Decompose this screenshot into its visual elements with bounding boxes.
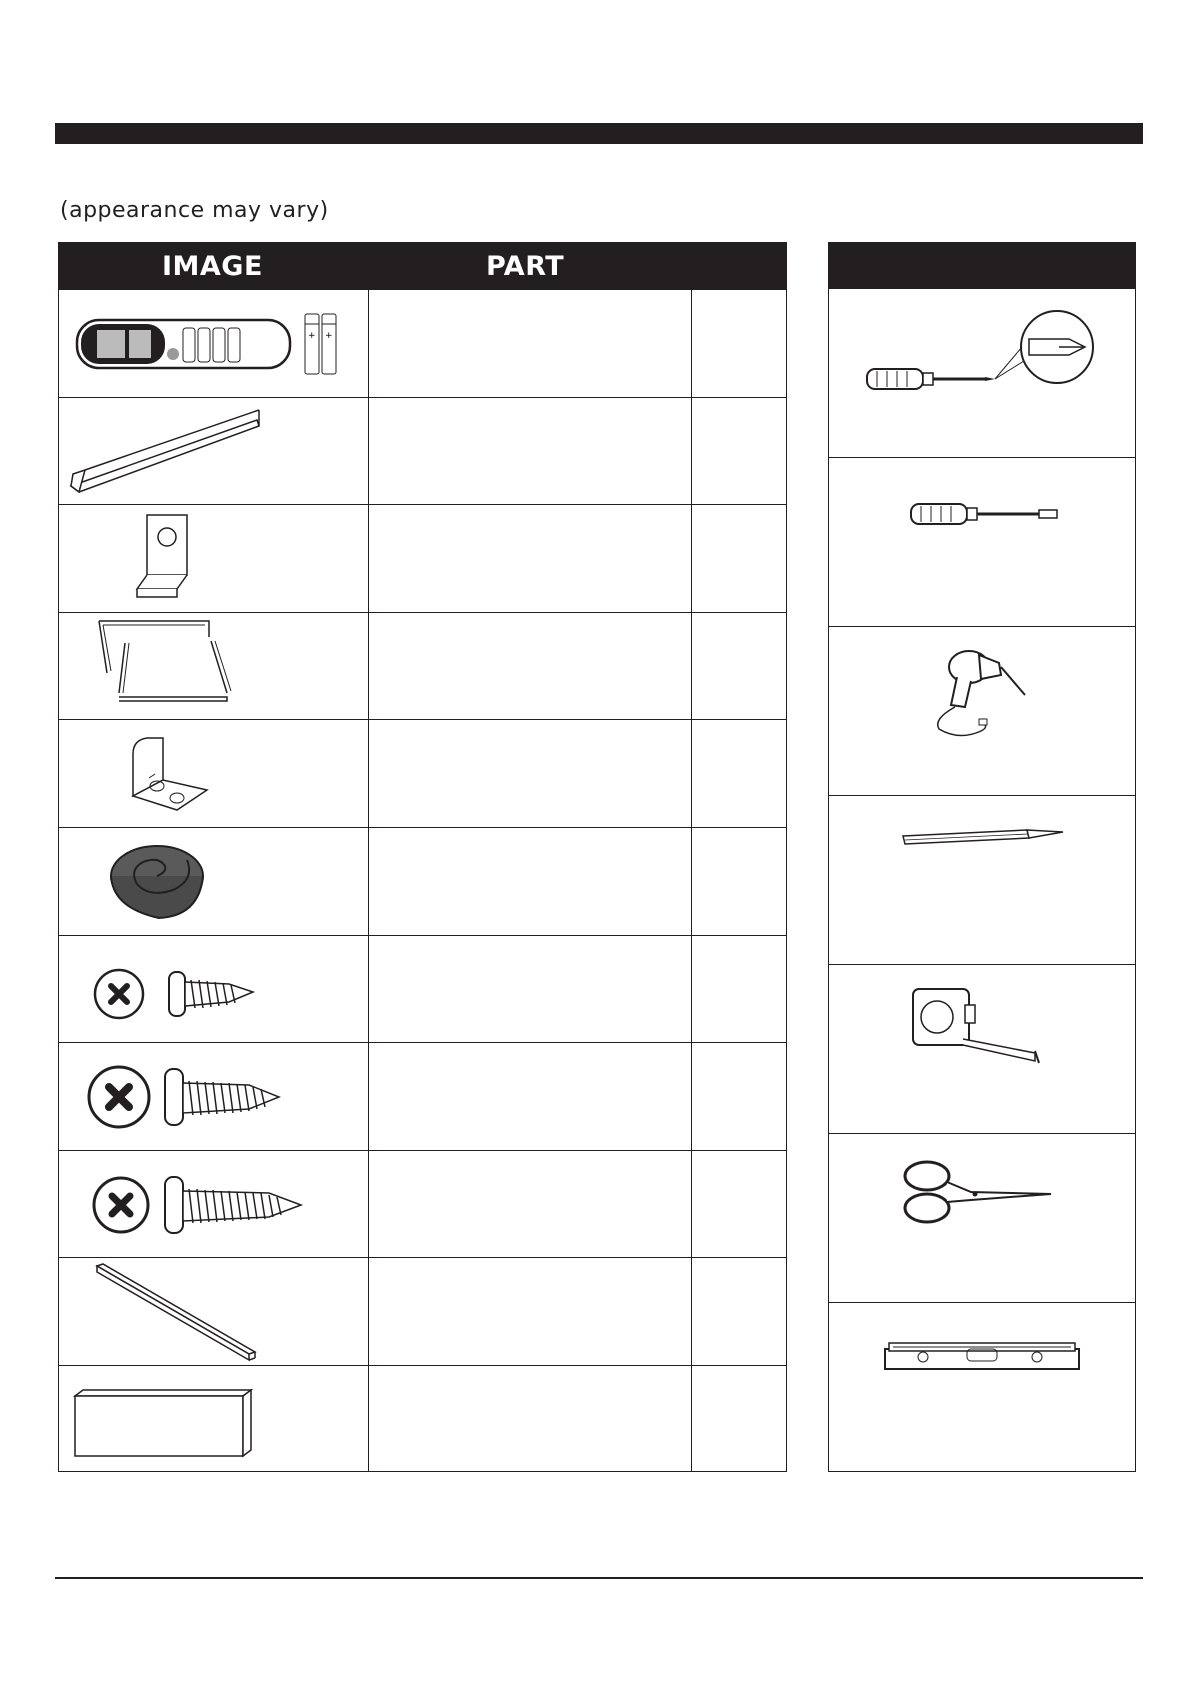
flathead-screwdriver-icon — [829, 458, 1135, 627]
part-image-cell — [59, 720, 368, 827]
tape-measure-icon — [829, 965, 1135, 1134]
part-image-cell — [59, 613, 368, 720]
table-row — [59, 1042, 786, 1150]
foam-strip-icon — [59, 1258, 368, 1365]
level-icon — [829, 1303, 1135, 1472]
table-row — [59, 719, 786, 827]
part-qty-cell — [692, 290, 786, 397]
scissors-icon — [829, 1134, 1135, 1303]
tools-table-header — [829, 243, 1135, 288]
part-qty-cell — [692, 1043, 786, 1150]
window-bracket-icon — [59, 505, 368, 612]
parts-table — [58, 242, 787, 1472]
foam-block-icon — [59, 1366, 368, 1473]
phillips-screwdriver-icon — [829, 289, 1135, 458]
parts-table-header — [59, 243, 786, 289]
part-name-cell — [369, 936, 691, 1043]
curtain-frame-icon — [59, 613, 368, 720]
footer-rule — [55, 1577, 1143, 1579]
tool-row — [829, 964, 1135, 1133]
tool-row — [829, 457, 1135, 626]
tools-table — [828, 242, 1136, 1472]
part-name-cell — [369, 290, 691, 397]
part-qty-cell — [692, 828, 786, 935]
part-name-cell — [369, 828, 691, 935]
part-qty-cell — [692, 398, 786, 505]
column-header-part: PART — [486, 251, 565, 282]
part-name-cell — [369, 1043, 691, 1150]
large-screw-icon — [59, 1151, 368, 1258]
part-name-cell — [369, 505, 691, 612]
tool-row — [829, 1302, 1135, 1471]
tool-row — [829, 626, 1135, 795]
part-name-cell — [369, 398, 691, 505]
svg-text:+: + — [308, 331, 316, 341]
part-image-cell — [59, 1258, 368, 1365]
part-name-cell — [369, 1151, 691, 1258]
electric-drill-icon — [829, 627, 1135, 796]
part-image-cell — [59, 505, 368, 612]
part-image-cell — [59, 290, 368, 397]
table-row — [59, 1150, 786, 1258]
table-row — [59, 1365, 786, 1473]
part-qty-cell — [692, 1366, 786, 1473]
part-name-cell — [369, 613, 691, 720]
table-row — [59, 1257, 786, 1365]
top-title-bar — [55, 123, 1143, 144]
part-image-cell — [59, 936, 368, 1043]
table-row — [59, 289, 786, 397]
table-row — [59, 827, 786, 935]
tool-row — [829, 795, 1135, 964]
part-name-cell — [369, 720, 691, 827]
part-image-cell — [59, 1043, 368, 1150]
appearance-note: (appearance may vary) — [60, 198, 329, 223]
table-row — [59, 612, 786, 720]
table-row — [59, 935, 786, 1043]
part-qty-cell — [692, 613, 786, 720]
part-name-cell — [369, 1366, 691, 1473]
part-qty-cell — [692, 720, 786, 827]
medium-screw-icon — [59, 1043, 368, 1150]
part-name-cell — [369, 1258, 691, 1365]
column-header-image: IMAGE — [162, 251, 263, 282]
foam-seal-roll-icon — [59, 828, 368, 935]
part-image-cell — [59, 398, 368, 505]
part-qty-cell — [692, 505, 786, 612]
table-row — [59, 504, 786, 612]
part-image-cell — [59, 1151, 368, 1258]
part-qty-cell — [692, 936, 786, 1043]
tool-row — [829, 1133, 1135, 1302]
part-image-cell — [59, 828, 368, 935]
top-rail-icon — [59, 398, 368, 505]
l-bracket-icon — [59, 720, 368, 827]
small-screw-icon — [59, 936, 368, 1043]
pencil-icon — [829, 796, 1135, 965]
part-image-cell — [59, 1366, 368, 1473]
tool-row — [829, 288, 1135, 457]
part-qty-cell — [692, 1258, 786, 1365]
part-qty-cell — [692, 1151, 786, 1258]
svg-text:+: + — [325, 331, 333, 341]
remote-control-and-batteries-icon — [59, 290, 368, 397]
table-row — [59, 397, 786, 505]
